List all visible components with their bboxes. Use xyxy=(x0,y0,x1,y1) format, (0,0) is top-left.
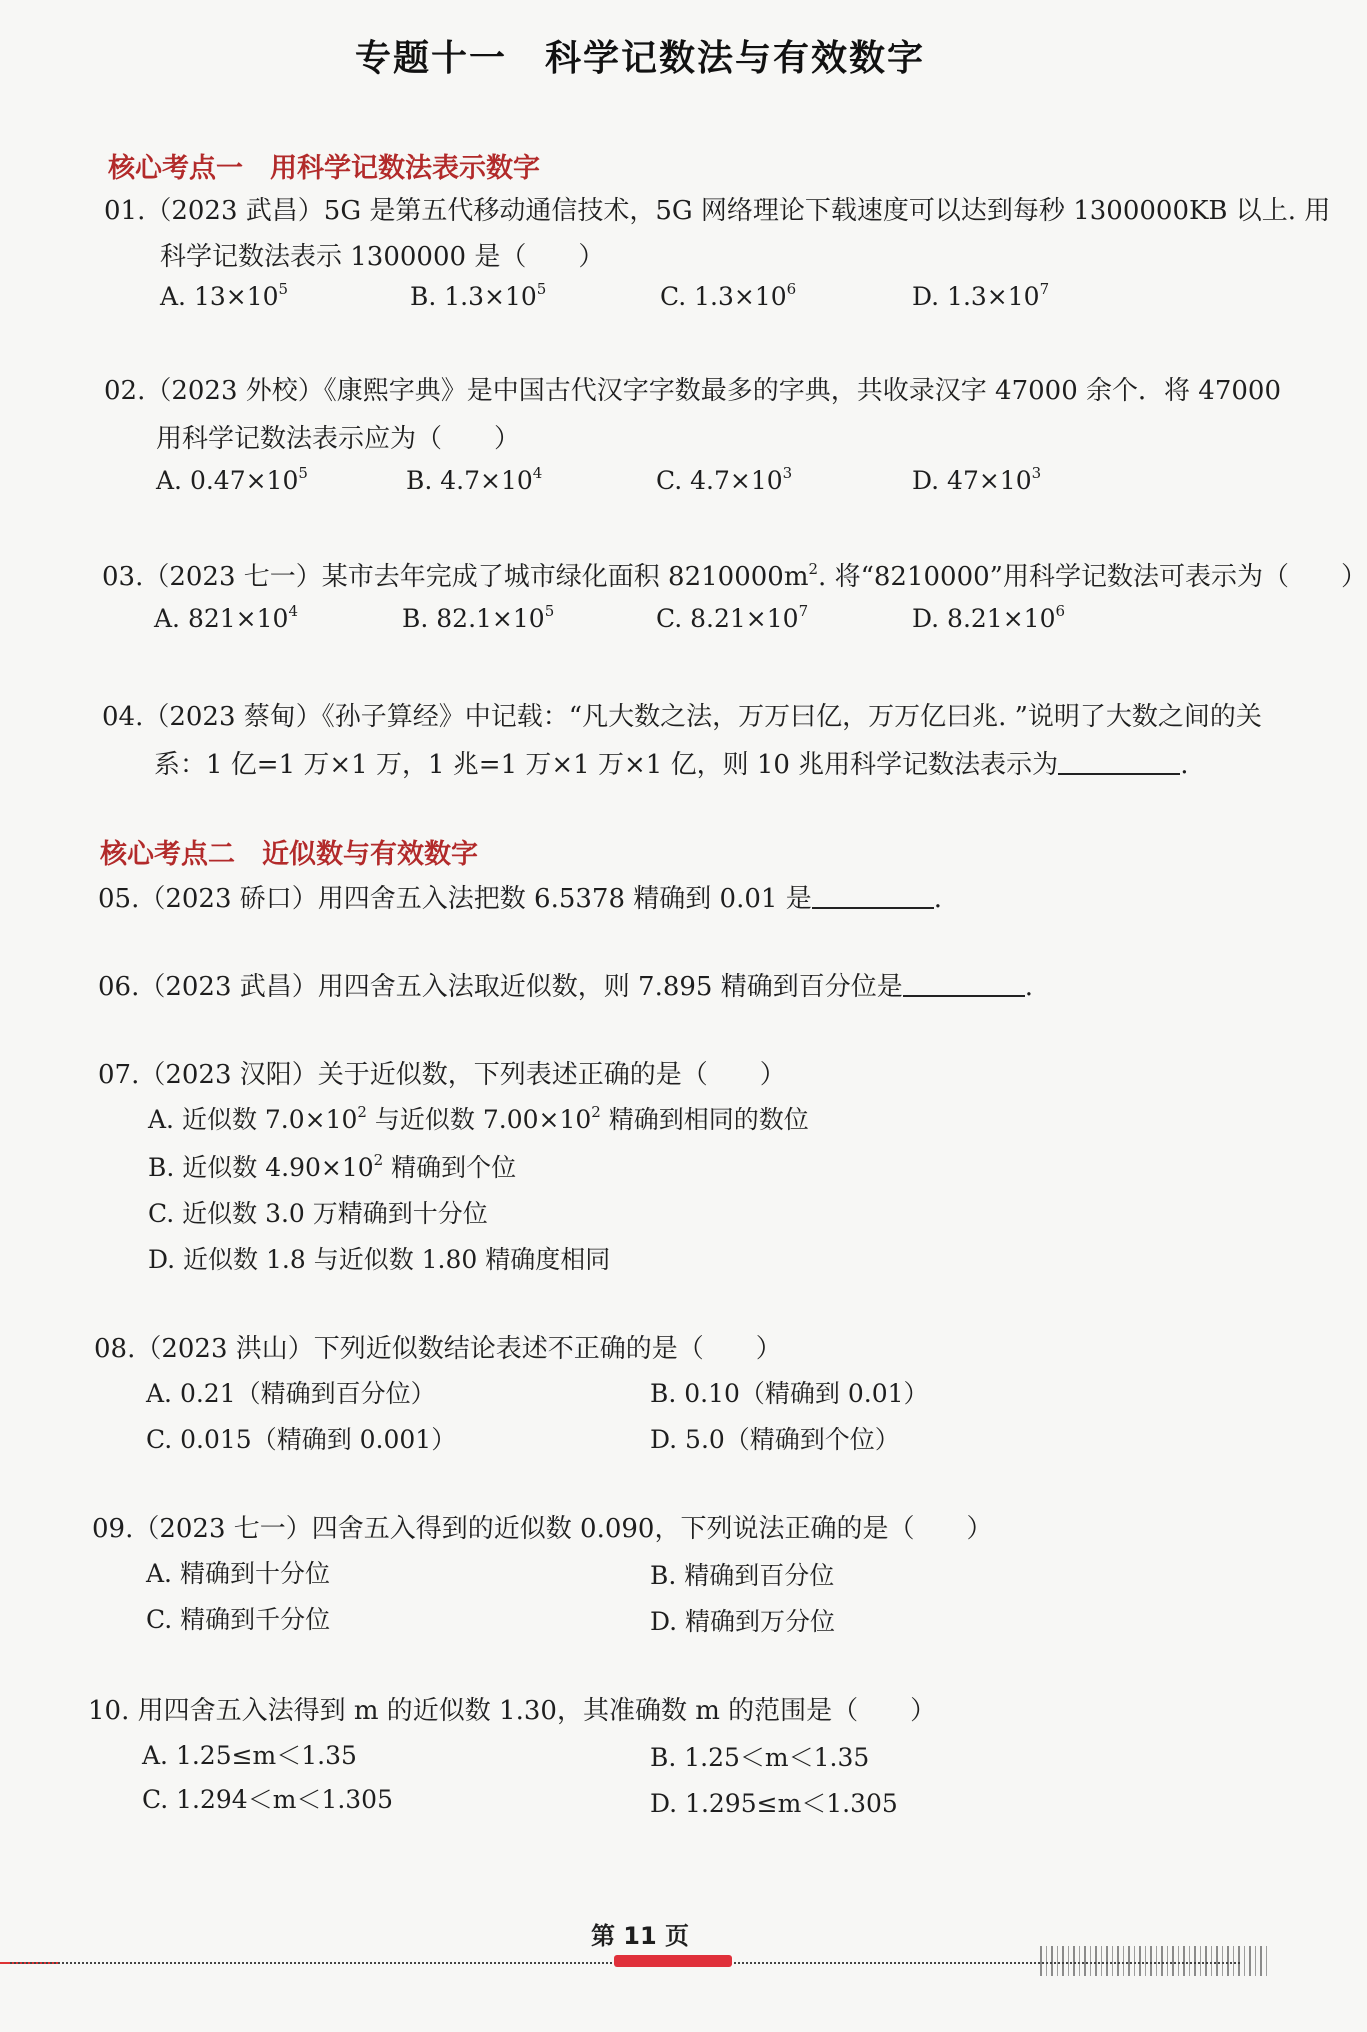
q06-stem: 06.（2023 武昌）用四舍五入法取近似数，则 7.895 精确到百分位是 . xyxy=(98,972,1034,1002)
page-number: 第 11 页 xyxy=(590,1922,690,1950)
q02-option-d: D. $47\times 10^3$ xyxy=(912,464,1042,495)
q01-option-b: B. $1.3\times 10^5$ xyxy=(410,280,547,311)
q03-option-a: A. $821\times 10^4$ xyxy=(154,602,298,633)
q08-stem: 08.（2023 洪山）下列近似数结论表述不正确的是（ ） xyxy=(94,1334,782,1364)
q07-option-d: D. 近似数 1.8 与近似数 1.80 精确度相同 xyxy=(148,1245,611,1274)
q05-stem: 05.（2023 硚口）用四舍五入法把数 6.5378 精确到 0.01 是 . xyxy=(98,884,942,914)
q07-stem: 07.（2023 汉阳）关于近似数，下列表述正确的是（ ） xyxy=(98,1060,786,1090)
q02-stem-line2: 用科学记数法表示应为（ ） xyxy=(156,424,521,454)
q07-option-b: B. 近似数 $4.90\times 10^2$ 精确到个位 xyxy=(148,1151,517,1182)
q10-option-c: C. 1.294＜m＜1.305 xyxy=(142,1785,393,1814)
q03-stem-line1: 03.（2023 七一）某市去年完成了城市绿化面积 $8210000m^2$. 将“8210000”用科学记数法可表示为（ ） xyxy=(102,560,1367,592)
page-title: 专题十一 科学记数法与有效数字 xyxy=(354,38,925,79)
q01-option-c: C. $1.3\times 10^6$ xyxy=(660,280,797,311)
q02-stem-line1: 02.（2023 外校）《康熙字典》是中国古代汉字字数最多的字典，共收录汉字 47000 余个．将 47000 xyxy=(104,376,1281,406)
q10-option-b: B. 1.25＜m＜1.35 xyxy=(650,1743,870,1772)
q03-option-b: B. $82.1\times 10^5$ xyxy=(402,602,555,633)
q09-option-b: B. 精确到百分位 xyxy=(650,1561,835,1590)
q01-stem-line1: 01.（2023 武昌）5G 是第五代移动通信技术，5G 网络理论下载速度可以达到每秒 1300000KB 以上. 用 xyxy=(104,196,1331,226)
q09-option-d: D. 精确到万分位 xyxy=(650,1607,836,1636)
q02-option-b: B. $4.7\times 10^4$ xyxy=(406,464,543,495)
q09-option-c: C. 精确到千分位 xyxy=(146,1605,331,1634)
q09-option-a: A. 精确到十分位 xyxy=(146,1559,330,1588)
q04-stem-line1: 04.（2023 蔡甸）《孙子算经》中记载：“凡大数之法，万万曰亿，万万亿曰兆. ”说明了大数之间的关 xyxy=(102,702,1262,732)
q05-answer-blank[interactable] xyxy=(812,885,934,909)
q09-stem: 09.（2023 七一）四舍五入得到的近似数 0.090，下列说法正确的是（ ） xyxy=(92,1514,993,1544)
q04-stem-line2: 系：1 亿=1 万×1 万，1 兆=1 万×1 万×1 亿，则 10 兆用科学记数法表示为 . xyxy=(154,750,1189,780)
barcode-strip xyxy=(1040,1946,1270,1976)
q08-option-d: D. 5.0（精确到个位） xyxy=(650,1425,900,1454)
q01-option-d: D. $1.3\times 10^7$ xyxy=(912,280,1050,311)
q06-answer-blank[interactable] xyxy=(903,973,1025,997)
q04-answer-blank[interactable] xyxy=(1058,751,1180,775)
section-heading-1: 核心考点一 用科学记数法表示数字 xyxy=(108,153,540,184)
q08-option-a: A. 0.21（精确到百分位） xyxy=(146,1379,436,1408)
q10-option-a: A. 1.25≤m＜1.35 xyxy=(142,1741,357,1770)
q03-option-c: C. $8.21\times 10^7$ xyxy=(656,602,809,633)
section-heading-2: 核心考点二 近似数与有效数字 xyxy=(100,839,478,870)
q07-option-c: C. 近似数 3.0 万精确到十分位 xyxy=(148,1199,488,1228)
q10-stem: 10. 用四舍五入法得到 m 的近似数 1.30，其准确数 m 的范围是（ ） xyxy=(88,1696,937,1726)
q07-option-a: A. 近似数 $7.0\times 10^2$ 与近似数 $7.00\times 10^2$ 精确到相同的数位 xyxy=(148,1103,809,1134)
q08-option-c: C. 0.015（精确到 0.001） xyxy=(146,1425,457,1454)
q02-option-c: C. $4.7\times 10^3$ xyxy=(656,464,793,495)
q08-option-b: B. 0.10（精确到 0.01） xyxy=(650,1379,929,1408)
q03-option-d: D. $8.21\times 10^6$ xyxy=(912,602,1066,633)
q10-option-d: D. 1.295≤m＜1.305 xyxy=(650,1789,898,1818)
footer-accent-bar xyxy=(614,1955,732,1967)
q01-stem-line2: 科学记数法表示 1300000 是（ ） xyxy=(160,242,605,272)
q01-option-a: A. $13\times 10^5$ xyxy=(160,280,289,311)
q02-option-a: A. $0.47\times 10^5$ xyxy=(156,464,308,495)
